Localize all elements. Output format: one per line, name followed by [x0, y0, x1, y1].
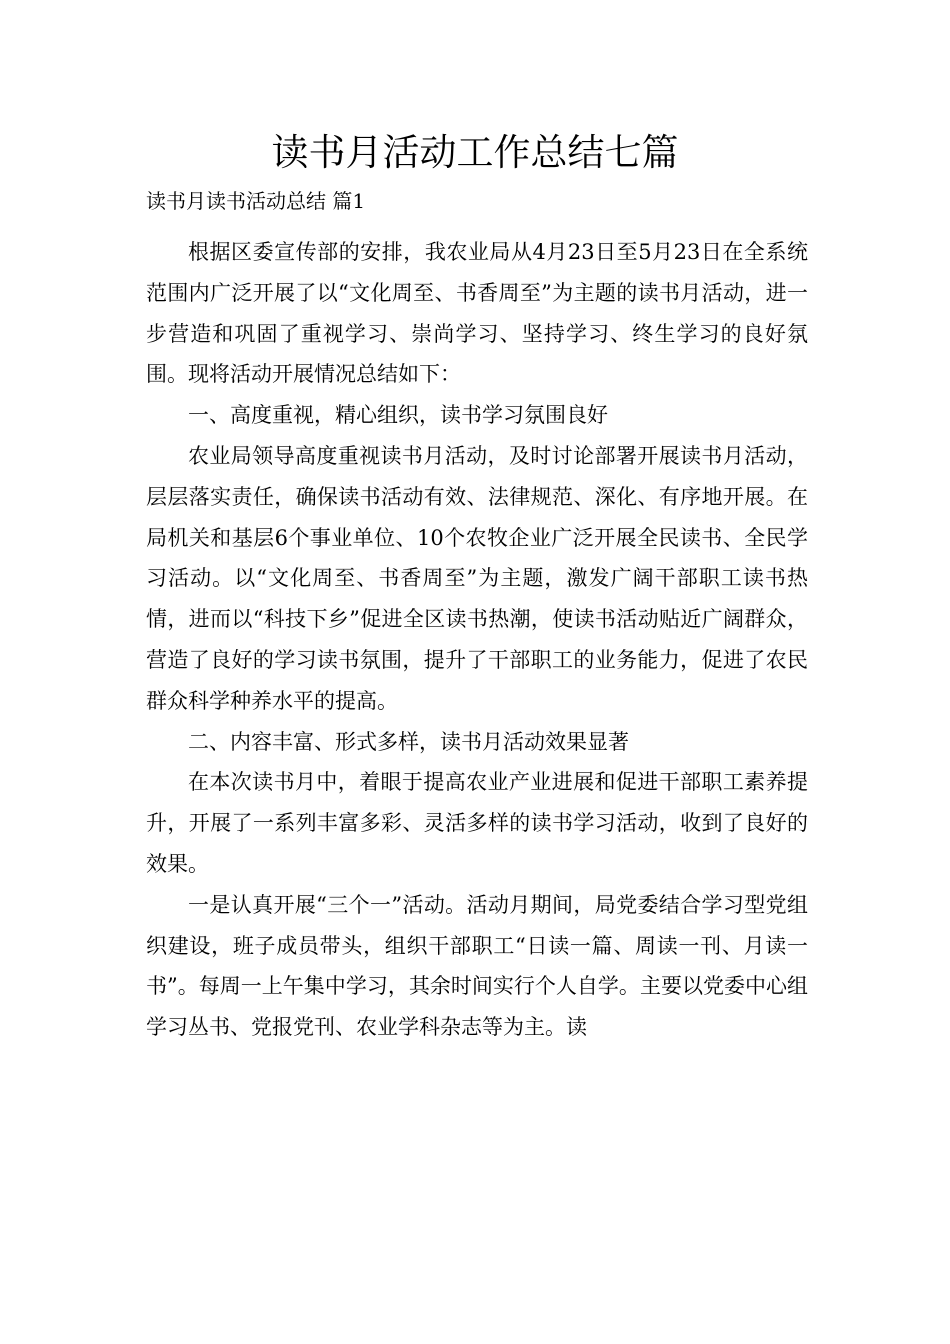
section-title: 读书月读书活动总结 篇1 — [146, 189, 366, 213]
section-heading: 一、高度重视，精心组织，读书学习氛围良好 — [188, 403, 608, 428]
document-title: 读书月活动工作总结七篇 — [271, 131, 679, 174]
paragraph: 一是认真开展“三个一”活动。活动月期间，局党委结合学习型党组织建设，班子成员带头，组织干部职工“日读一篇、周读一刊、月读一书”。每周一上午集中学习，其余时间实行个人自学。主要以党委中心组学习丛书、党报党刊、农业学科杂志等为主。读 — [146, 892, 808, 1040]
paragraph: 农业局领导高度重视读书月活动，及时讨论部署开展读书月活动，层层落实责任，确保读书活动有效、法律规范、深化、有序地开展。在局机关和基层6个事业单位、10个农牧企业广泛开展全民读书、全民学习活动。以“文化周至、书香周至”为主题，激发广阔干部职工读书热情，进而以“科技下乡”促进全区读书热潮，使读书活动贴近广阔群众，营造了良好的学习读书氛围，提升了干部职工的业务能力，促进了农民群众科学种养水平的提高。 — [146, 443, 808, 713]
document-body — [146, 232, 808, 1048]
section-heading: 二、内容丰富、形式多样，读书月活动效果显著 — [188, 729, 629, 754]
paragraph: 在本次读书月中，着眼于提高农业产业进展和促进干部职工素养提升，开展了一系列丰富多彩、灵活多样的读书学习活动，收到了良好的效果。 — [146, 770, 808, 876]
paragraph: 根据区委宣传部的安排，我农业局从4月23日至5月23日在全系统范围内广泛开展了以“文化周至、书香周至”为主题的读书月活动，进一步营造和巩固了重视学习、崇尚学习、坚持学习、终生学习的良好氛围。现将活动开展情况总结如下： — [146, 240, 808, 387]
